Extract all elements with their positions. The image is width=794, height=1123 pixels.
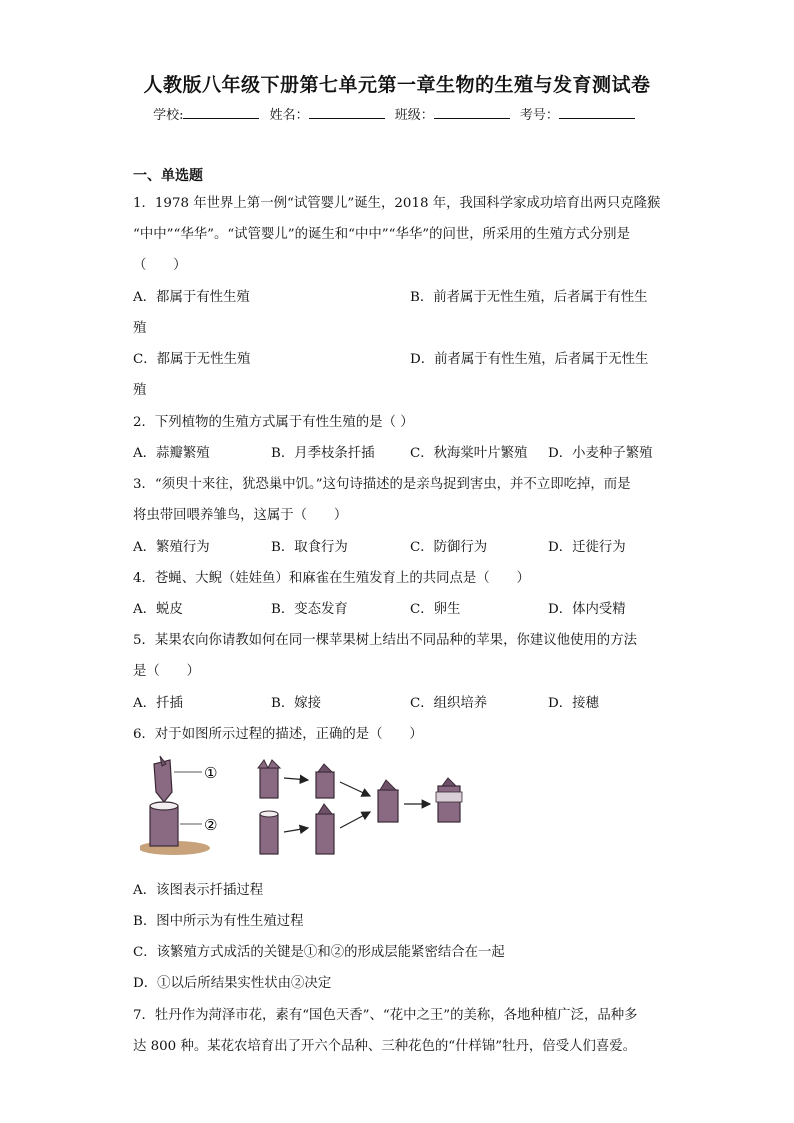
student-info-line bbox=[0, 104, 794, 123]
q3-stem-line2: 将虫带回喂养雏鸟，这属于（ ） bbox=[133, 508, 348, 523]
q3-option-b[interactable]: B．取食行为 bbox=[271, 540, 348, 555]
number-blank[interactable] bbox=[559, 106, 635, 119]
q1-option-b[interactable]: B．前者属于无性生殖，后者属于有性生 bbox=[410, 290, 648, 305]
number-label: 考号： bbox=[519, 108, 559, 123]
scion-bottom bbox=[316, 804, 334, 854]
q2-option-a[interactable]: A．蒜瓣繁殖 bbox=[133, 446, 210, 461]
q1-option-c[interactable]: C．都属于无性生殖 bbox=[133, 352, 251, 367]
q3-stem-line1: 3．“须臾十来往，犹恐巢中饥。”这句诗描述的是亲鸟捉到害虫，并不立即吃掉，而是 bbox=[133, 477, 631, 492]
class-label: 班级： bbox=[394, 108, 434, 123]
q6-option-b[interactable]: B．图中所示为有性生殖过程 bbox=[133, 914, 304, 929]
q2-option-c[interactable]: C．秋海棠叶片繁殖 bbox=[410, 446, 528, 461]
q6-option-c[interactable]: C．该繁殖方式成活的关键是①和②的形成层能紧密结合在一起 bbox=[133, 945, 505, 960]
q5-option-a[interactable]: A．扦插 bbox=[133, 696, 183, 711]
fig-label-2: ② bbox=[204, 816, 218, 834]
q5-stem-line1: 5．某果农向你请教如何在同一棵苹果树上结出不同品种的苹果，你建议他使用的方法 bbox=[133, 633, 637, 648]
q4-option-a[interactable]: A．蜕皮 bbox=[133, 602, 183, 617]
bound-graft bbox=[436, 778, 462, 822]
name-blank[interactable] bbox=[309, 106, 385, 119]
q1-option-a[interactable]: A．都属于有性生殖 bbox=[133, 290, 250, 305]
q5-option-d[interactable]: D．接穗 bbox=[548, 696, 599, 711]
q3-option-c[interactable]: C．防御行为 bbox=[410, 540, 488, 555]
q5-option-c[interactable]: C．组织培养 bbox=[410, 696, 488, 711]
q7-stem-line1: 7．牡丹作为菏泽市花，素有“国色天香”、“花中之王”的美称，各地种植广泛，品种多 bbox=[133, 1008, 638, 1023]
q5-stem-line2: 是（ ） bbox=[133, 664, 200, 679]
q1-stem-line3: （ ） bbox=[133, 258, 187, 273]
grafting-figure bbox=[140, 752, 480, 860]
q1-stem-line1: 1．1978 年世界上第一例“试管婴儿”诞生，2018 年，我国科学家成功培育出两只克隆猴 bbox=[133, 196, 661, 211]
q4-option-c[interactable]: C．卵生 bbox=[410, 602, 461, 617]
q2-option-b[interactable]: B．月季枝条扦插 bbox=[271, 446, 375, 461]
inserted-scion-top bbox=[316, 764, 334, 798]
q2-option-d[interactable]: D．小麦种子繁殖 bbox=[548, 446, 653, 461]
name-label: 姓名： bbox=[269, 108, 309, 123]
stock-bottom bbox=[260, 811, 278, 854]
q5-option-b[interactable]: B．嫁接 bbox=[271, 696, 322, 711]
section-heading: 一、单选题 bbox=[133, 168, 203, 184]
combined-graft bbox=[378, 780, 398, 822]
q1-option-b-cont: 殖 bbox=[133, 321, 147, 336]
school-blank[interactable] bbox=[183, 106, 259, 119]
q4-option-d[interactable]: D．体内受精 bbox=[548, 602, 626, 617]
split-stock-top bbox=[258, 760, 280, 798]
q6-option-a[interactable]: A．该图表示扦插过程 bbox=[133, 883, 264, 898]
q6-option-d[interactable]: D．①以后所结果实性状由②决定 bbox=[133, 976, 332, 991]
q7-stem-line2: 达 800 种。某花农培育出了开六个品种、三种花色的“什样锦”牡丹，倍受人们喜爱。 bbox=[133, 1039, 637, 1054]
scion-branch bbox=[154, 756, 172, 802]
q3-option-a[interactable]: A．繁殖行为 bbox=[133, 540, 210, 555]
q1-option-d-cont: 殖 bbox=[133, 383, 147, 398]
fig-label-1: ① bbox=[204, 764, 218, 782]
school-label: 学校: bbox=[153, 108, 184, 123]
q3-option-d[interactable]: D．迁徙行为 bbox=[548, 540, 626, 555]
q1-option-d[interactable]: D．前者属于有性生殖，后者属于无性生 bbox=[410, 352, 649, 367]
q4-option-b[interactable]: B．变态发育 bbox=[271, 602, 348, 617]
q1-stem-line2: “中中”“华华”。“试管婴儿”的诞生和“中中”“华华”的问世，所采用的生殖方式分别是 bbox=[133, 227, 630, 242]
q4-stem: 4．苍蝇、大鲵（娃娃鱼）和麻雀在生殖发育上的共同点是（ ） bbox=[133, 571, 530, 586]
q6-stem: 6．对于如图所示过程的描述，正确的是（ ） bbox=[133, 727, 423, 742]
stock-trunk bbox=[140, 802, 210, 855]
class-blank[interactable] bbox=[434, 106, 510, 119]
q2-stem: 2．下列植物的生殖方式属于有性生殖的是（ ） bbox=[133, 415, 414, 430]
page-title: 人教版八年级下册第七单元第一章生物的生殖与发育测试卷 bbox=[143, 74, 651, 96]
